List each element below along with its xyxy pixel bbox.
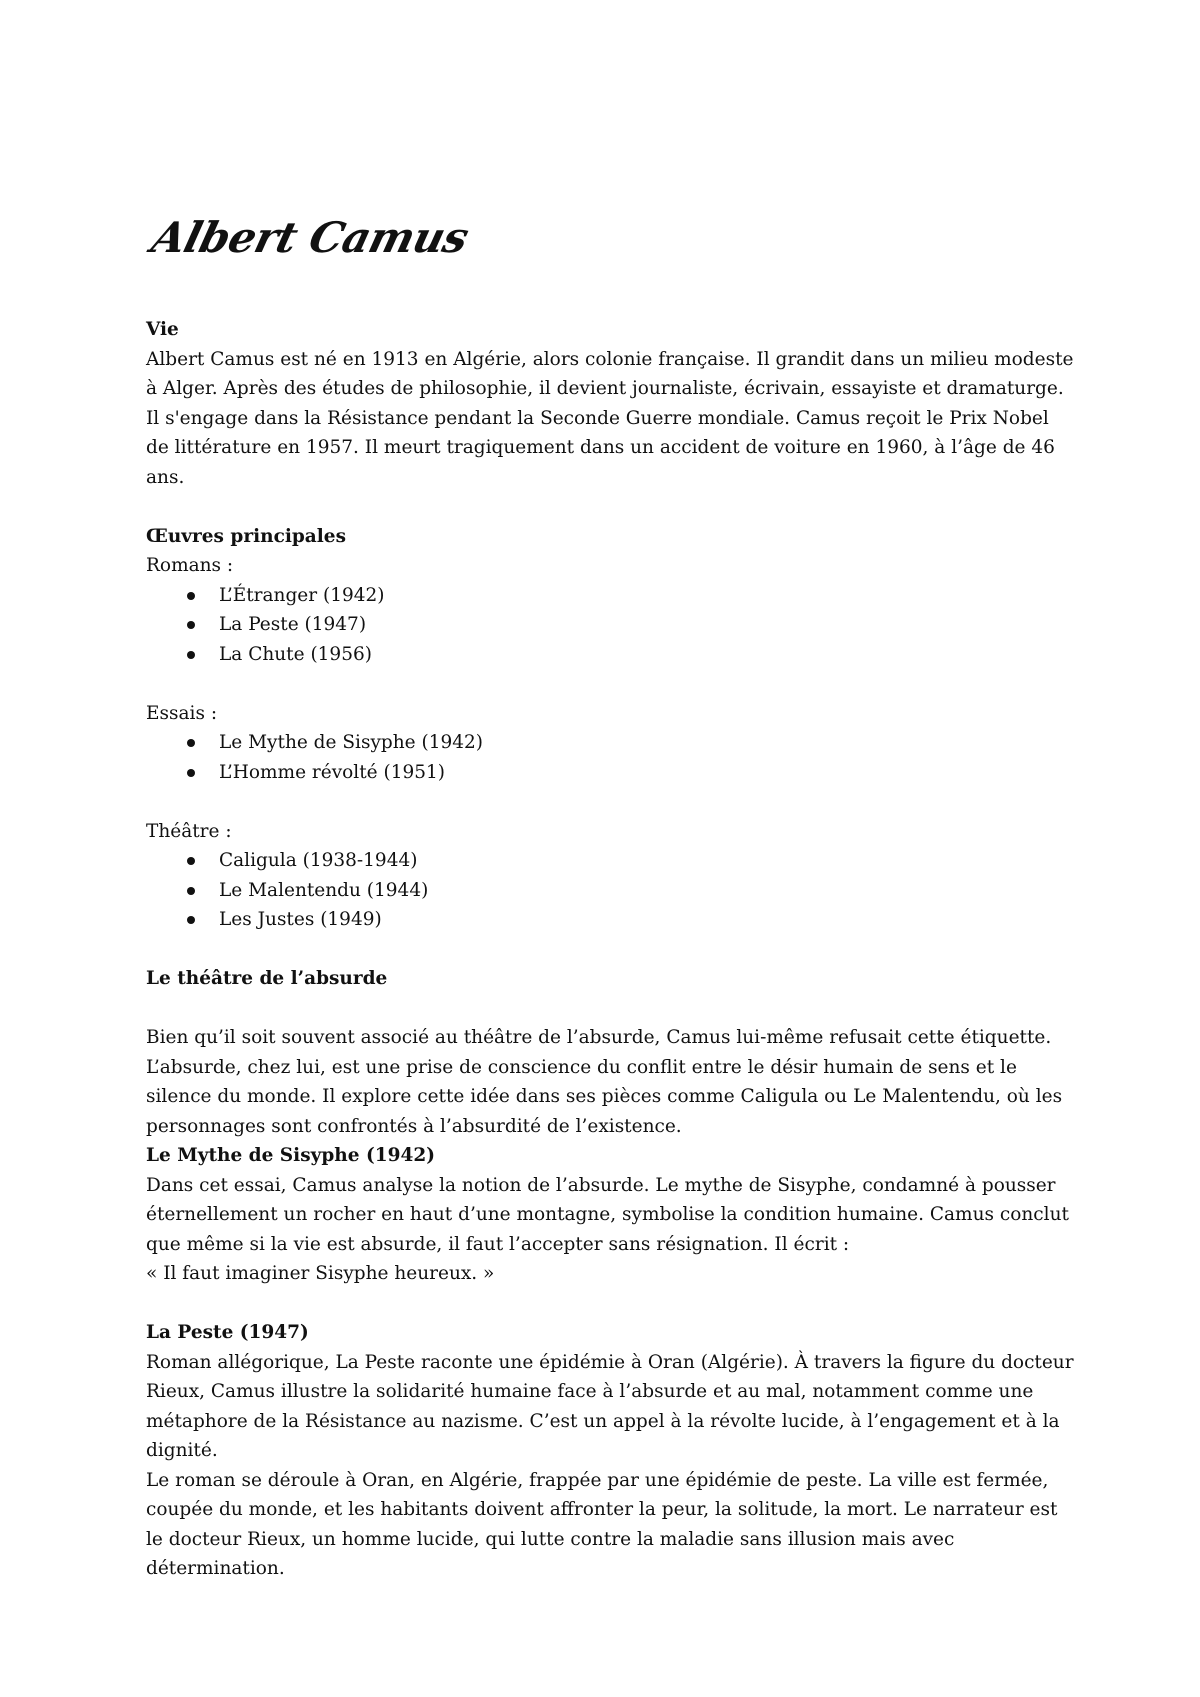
paragraph-absurde: Bien qu’il soit souvent associé au théâtre de l’absurde, Camus lui-même refusait cette étiquette. L’absurde, chez lui, est une prise de conscience du conflit entre le désir humain de sens et le silence du monde. Il explore cette idée dans ses pièces comme Caligula ou Le Malentendu, où les personnages sont confrontés à l’absurdité de l’existence. — [146, 1027, 1063, 1137]
quote-sisyphe: « Il faut imaginer Sisyphe heureux. » — [146, 1263, 495, 1284]
section-heading-vie: Vie — [146, 319, 179, 340]
bullet-icon — [187, 857, 195, 865]
paragraph-peste-2: Le roman se déroule à Oran, en Algérie, frappée par une épidémie de peste. La ville est fermée, coupée du monde, et les habitants doivent affronter la peur, la solitude, la mort. Le narrateur est le docteur Rieux, un homme lucide, qui lutte contre la maladie sans illusion mais avec détermination. — [146, 1469, 1058, 1579]
document-title: Albert Camus — [146, 213, 474, 262]
bullet-icon — [187, 592, 195, 600]
list-item: Caligula (1938-1944) — [146, 846, 1076, 876]
spacer — [146, 994, 1076, 1024]
category-label-theatre: Théâtre : — [146, 820, 232, 842]
bullet-icon — [187, 916, 195, 924]
section-heading-sisyphe: Le Mythe de Sisyphe (1942) — [146, 1145, 435, 1166]
spacer — [146, 669, 1076, 699]
section-heading-absurde: Le théâtre de l’absurde — [146, 968, 388, 989]
bullet-icon — [187, 651, 195, 659]
document-body — [146, 315, 1076, 1584]
list-item: L’Homme révolté (1951) — [146, 758, 1076, 788]
section-heading-oeuvres: Œuvres principales — [146, 525, 346, 547]
list-essais — [146, 728, 1076, 787]
paragraph-peste-1: Roman allégorique, La Peste raconte une épidémie à Oran (Algérie). À travers la figure du docteur Rieux, Camus illustre la solidarité humaine face à l’absurde et au mal, notamment comme une métaphore de la Résistance au nazisme. C’est un appel à la révolte lucide, à l’engagement et à la dignité. — [146, 1351, 1074, 1461]
bullet-icon — [187, 621, 195, 629]
list-item: Les Justes (1949) — [146, 905, 1076, 935]
list-item: La Peste (1947) — [146, 610, 1076, 640]
bullet-icon — [187, 887, 195, 895]
list-romans — [146, 581, 1076, 670]
bullet-icon — [187, 769, 195, 777]
spacer — [146, 935, 1076, 965]
list-item: Le Mythe de Sisyphe (1942) — [146, 728, 1076, 758]
bullet-icon — [187, 739, 195, 747]
list-item: La Chute (1956) — [146, 640, 1076, 670]
list-theatre — [146, 846, 1076, 935]
list-item: L’Étranger (1942) — [146, 581, 1076, 611]
paragraph-vie: Albert Camus est né en 1913 en Algérie, alors colonie française. Il grandit dans un milieu modeste à Alger. Après des études de philosophie, il devient journaliste, écrivain, essayiste et dramaturge. Il s'engage dans la Résistance pendant la Seconde Guerre mondiale. Camus reçoit le Prix Nobel de littérature en 1957. Il meurt tragiquement dans un accident de voiture en 1960, à l’âge de 46 ans. — [146, 348, 1074, 488]
spacer — [146, 1289, 1076, 1319]
spacer — [146, 492, 1076, 522]
category-label-essais: Essais : — [146, 702, 218, 724]
category-label-romans: Romans : — [146, 555, 234, 576]
paragraph-sisyphe: Dans cet essai, Camus analyse la notion de l’absurde. Le mythe de Sisyphe, condamné à pousser éternellement un rocher en haut d’une montagne, symbolise la condition humaine. Camus conclut que même si la vie est absurde, il faut l’accepter sans résignation. Il écrit : — [146, 1174, 1069, 1255]
section-heading-peste: La Peste (1947) — [146, 1322, 309, 1343]
spacer — [146, 787, 1076, 817]
list-item: Le Malentendu (1944) — [146, 876, 1076, 906]
